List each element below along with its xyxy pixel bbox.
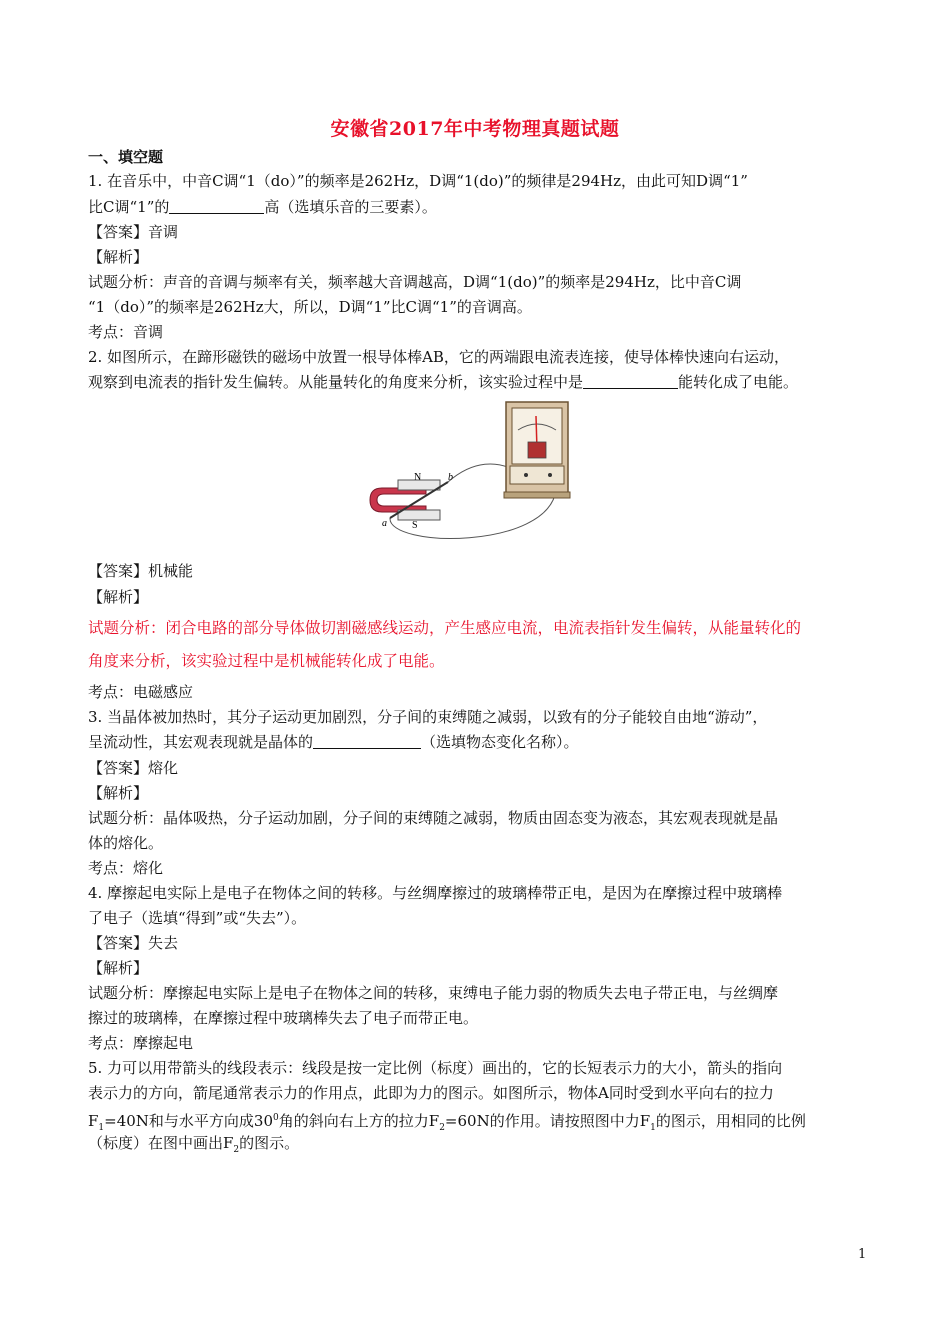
- q4-point: 考点：摩擦起电: [88, 1034, 194, 1052]
- q4-text-line2: 了电子（选填“得到”或“失去”）。: [88, 909, 307, 927]
- q5-text-f1-value: =40N和与水平方向成30: [104, 1112, 274, 1130]
- label-b: b: [448, 472, 453, 483]
- q5-text-line4: [88, 1132, 299, 1161]
- q4-analysis-line2: 擦过的玻璃棒，在摩擦过程中玻璃棒失去了电子而带正电。: [88, 1009, 479, 1027]
- q2-point: 考点：电磁感应: [88, 683, 194, 701]
- q3-text-line1: 3. 当晶体被加热时，其分子运动更加剧烈，分子间的束缚随之减弱，以致有的分子能较自由地“游动”，: [88, 708, 768, 726]
- q3-answer-blank: [313, 734, 421, 749]
- q5-text-f: F: [88, 1112, 99, 1130]
- q5-sub-1: 1: [98, 1123, 105, 1133]
- q2-text-line2a: 观察到电流表的指针发生偏转。从能量转化的角度来分析，该实验过程中是: [88, 373, 584, 391]
- q4-answer: 【答案】失去: [88, 934, 179, 952]
- q1-point: 考点：音调: [88, 323, 164, 341]
- galvanometer: [504, 402, 570, 498]
- q5-sub-1b: 1: [650, 1123, 656, 1133]
- q1-text-line1: 1. 在音乐中，中音C调“1（do）”的频率是262Hz，D调“1(do)”的频律是294Hz，由此可知D调“1”: [88, 172, 748, 190]
- q2-answer-blank: [583, 374, 678, 389]
- q3-text-line2a: 呈流动性，其宏观表现就是晶体的: [88, 733, 314, 751]
- q1-answer: 【答案】音调: [88, 223, 179, 241]
- q1-analysis-line1: 试题分析：声音的音调与频率有关，频率越大音调越高，D调“1(do)”的频率是294Hz，比中音C调: [88, 273, 742, 291]
- q2-analysis-line2: 角度来分析，该实验过程中是机械能转化成了电能。: [88, 652, 445, 670]
- q2-analysis-label: 【解析】: [88, 588, 149, 606]
- q5-text-end: 的图示。: [239, 1134, 300, 1152]
- q5-text-line1: 5. 力可以用带箭头的线段表示：线段是按一定比例（标度）画出的，它的长短表示力的大小，箭头的指向: [88, 1059, 783, 1077]
- q1-text-line2b: 高（选填乐音的三要素）。: [264, 198, 437, 216]
- q2-text-line2: [88, 371, 798, 393]
- q5-text-ratio: 的图示，用相同的比例: [655, 1112, 806, 1130]
- q5-text-scale: （标度）在图中画出F: [88, 1134, 234, 1152]
- q4-analysis-line1: 试题分析：摩擦起电实际上是电子在物体之间的转移，束缚电子能力弱的物质失去电子带正电，与丝绸摩: [88, 984, 779, 1002]
- electromagnetic-induction-figure: [368, 400, 578, 550]
- q5-sub-2b: 2: [233, 1145, 240, 1155]
- q1-answer-blank: [169, 199, 264, 214]
- q3-text-line2b: （选填物态变化名称）。: [421, 733, 579, 751]
- q3-analysis-label: 【解析】: [88, 784, 149, 802]
- q3-analysis-line1: 试题分析：晶体吸热，分子运动加剧，分子间的束缚随之减弱，物质由固态变为液态，其宏观表现就是晶: [88, 809, 779, 827]
- page-number: 1: [858, 1247, 867, 1262]
- q3-point: 考点：熔化: [88, 859, 164, 877]
- q5-sup-degree: 0: [273, 1113, 279, 1123]
- q2-text-line2b: 能转化成了电能。: [678, 373, 799, 391]
- page-title: 安徽省2017年中考物理真题试题: [330, 118, 620, 140]
- q5-text-line2: 表示力的方向，箭尾通常表示力的作用点，此即为力的图示。如图所示，物体A同时受到水平向右的拉力: [88, 1084, 774, 1102]
- q5-text-angle: 角的斜向右上方的拉力F: [278, 1112, 440, 1130]
- q5-sub-2: 2: [439, 1123, 445, 1133]
- q1-analysis-label: 【解析】: [88, 248, 149, 266]
- section-heading: 一、填空题: [88, 148, 164, 166]
- q4-analysis-label: 【解析】: [88, 959, 149, 977]
- label-n: N: [414, 472, 422, 483]
- label-s: S: [412, 520, 418, 531]
- q2-analysis-line1: 试题分析：闭合电路的部分导体做切割磁感线运动，产生感应电流，电流表指针发生偏转，从能量转化的: [88, 619, 802, 637]
- q1-text-line2a: 比C调“1”的: [88, 198, 170, 216]
- q2-text-line1: 2. 如图所示，在蹄形磁铁的磁场中放置一根导体棒AB，它的两端跟电流表连接，使导体棒快速向右运动，: [88, 348, 789, 366]
- q3-text-line2: [88, 731, 579, 753]
- magnet-south-pole: [398, 510, 440, 520]
- q1-text-line2: [88, 196, 437, 218]
- label-a: a: [382, 518, 387, 529]
- q1-analysis-line2: “1（do）”的频率是262Hz大，所以，D调“1”比C调“1”的音调高。: [88, 298, 532, 316]
- q4-text-line1: 4. 摩擦起电实际上是电子在物体之间的转移。与丝绸摩擦过的玻璃棒带正电，是因为在摩擦过程中玻璃棒: [88, 884, 783, 902]
- q5-text-f2-value: =60N的作用。请按照图中力F: [444, 1112, 651, 1130]
- q3-answer: 【答案】熔化: [88, 759, 179, 777]
- q3-analysis-line2: 体的熔化。: [88, 834, 164, 852]
- q2-answer: 【答案】机械能: [88, 562, 194, 580]
